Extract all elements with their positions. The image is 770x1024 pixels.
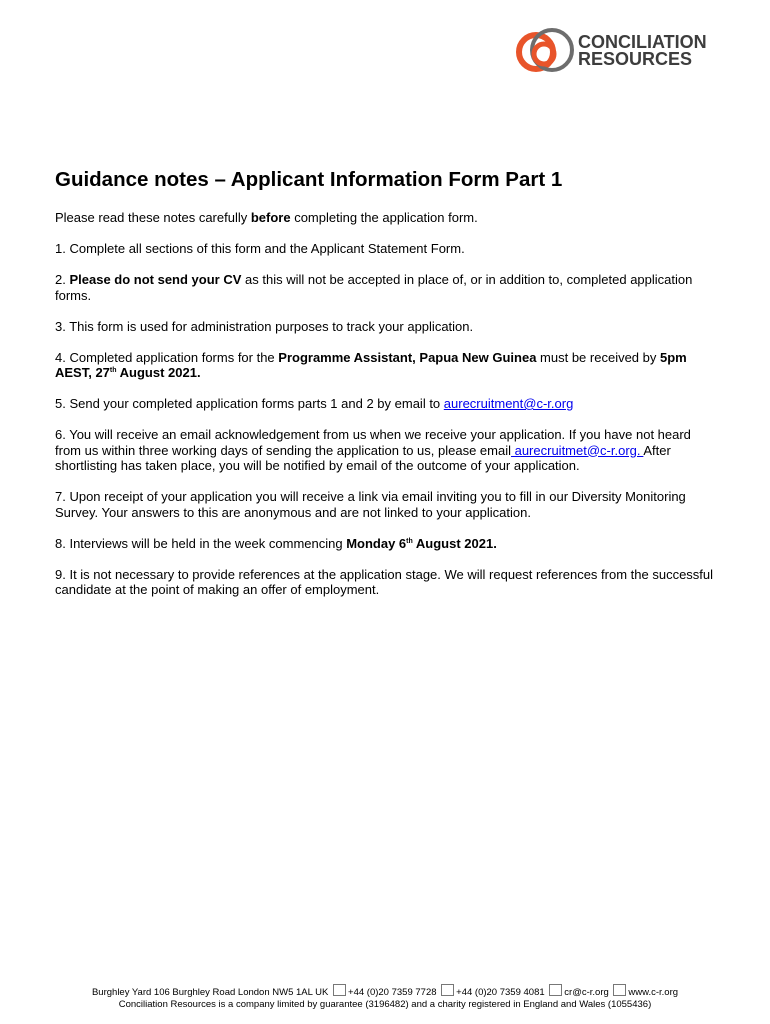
web-icon [613, 984, 626, 996]
note-4-role: Programme Assistant, Papua New Guinea [278, 349, 537, 365]
intro-bold: before [250, 210, 291, 225]
note-2-text: as this will not be accepted in place of, or in addition to, completed application forms. [55, 272, 693, 303]
note-6 [55, 427, 720, 474]
note-8-text: 8. Interviews will be held in the week commencing [55, 535, 347, 551]
note-4 [55, 350, 720, 381]
note-8 [55, 536, 720, 552]
document-body [55, 166, 720, 613]
note-8-day: Monday 6 [346, 535, 407, 551]
intro-text: Please read these notes carefully [55, 210, 251, 225]
footer-legal: Conciliation Resources is a company limited by guarantee (3196482) and a charity registered in England and Wales (1055436) [118, 999, 652, 1010]
note-4-mid: must be received by [536, 349, 660, 365]
intro-text-end: completing the application form. [290, 210, 478, 225]
recruitment-email-link[interactable]: aurecruitment@c-r.org [443, 396, 574, 411]
footer-fax: +44 (0)20 7359 4081 [456, 987, 545, 998]
note-5 [55, 396, 720, 412]
note-8-date [346, 536, 497, 551]
logo-line2: RESOURCES [578, 49, 693, 69]
email-icon [549, 984, 562, 996]
phone-icon [333, 984, 346, 996]
note-4-deadline-month: August 2021. [116, 365, 201, 380]
footer-web: www.c-r.org [628, 987, 679, 998]
note-4-deadline-date: 5pm AEST, 27 [55, 349, 687, 380]
note-7: 7. Upon receipt of your application you will receive a link via email inviting you to fill in our Diversity Monitoring Survey. Your answers to this are anonymous and are not linked to your application. [55, 489, 686, 520]
logo-line1: CONCILIATION [578, 32, 707, 52]
note-5-text: 5. Send your completed application forms parts 1 and 2 by email to [55, 396, 444, 411]
note-6-text: 6. You will receive an email acknowledgement from us when we receive your application. If you have not heard from us within three working days of sending the application to us, please email [55, 427, 691, 458]
note-9: 9. It is not necessary to provide references at the application stage. We will request references from the successful candidate at the point of making an offer of employment. [55, 566, 714, 597]
footer-phone: +44 (0)20 7359 7728 [348, 987, 437, 998]
logo-rings-icon [514, 24, 576, 80]
note-1: 1. Complete all sections of this form and the Applicant Statement Form. [55, 241, 465, 256]
intro-paragraph [55, 210, 720, 226]
note-3: 3. This form is used for administration purposes to track your application. [55, 318, 474, 334]
note-2 [55, 272, 720, 303]
logo-wordmark [578, 34, 707, 68]
footer-email: cr@c-r.org [564, 987, 609, 998]
note-4-text: 4. Completed application forms for the [55, 349, 279, 365]
note-2-number: 2. [55, 272, 70, 287]
note-4-sup: th [109, 367, 117, 374]
note-8-month: August 2021. [412, 535, 497, 551]
footer [0, 984, 770, 1011]
note-6-text-end: After shortlisting has taken place, you will be notified by email of the outcome of your application. [55, 442, 671, 473]
recruitment-email-link-2[interactable]: aurecruitmet@c-r.org. [510, 442, 644, 458]
page-title: Guidance notes – Applicant Information Form Part 1 [55, 168, 563, 191]
logo [514, 24, 724, 80]
footer-contact-line [0, 984, 770, 999]
footer-address: Burghley Yard 106 Burghley Road London NW5 1AL UK [91, 987, 329, 998]
fax-icon [441, 984, 454, 996]
note-8-sup: th [406, 537, 413, 545]
note-2-bold: Please do not send your CV [69, 272, 242, 287]
